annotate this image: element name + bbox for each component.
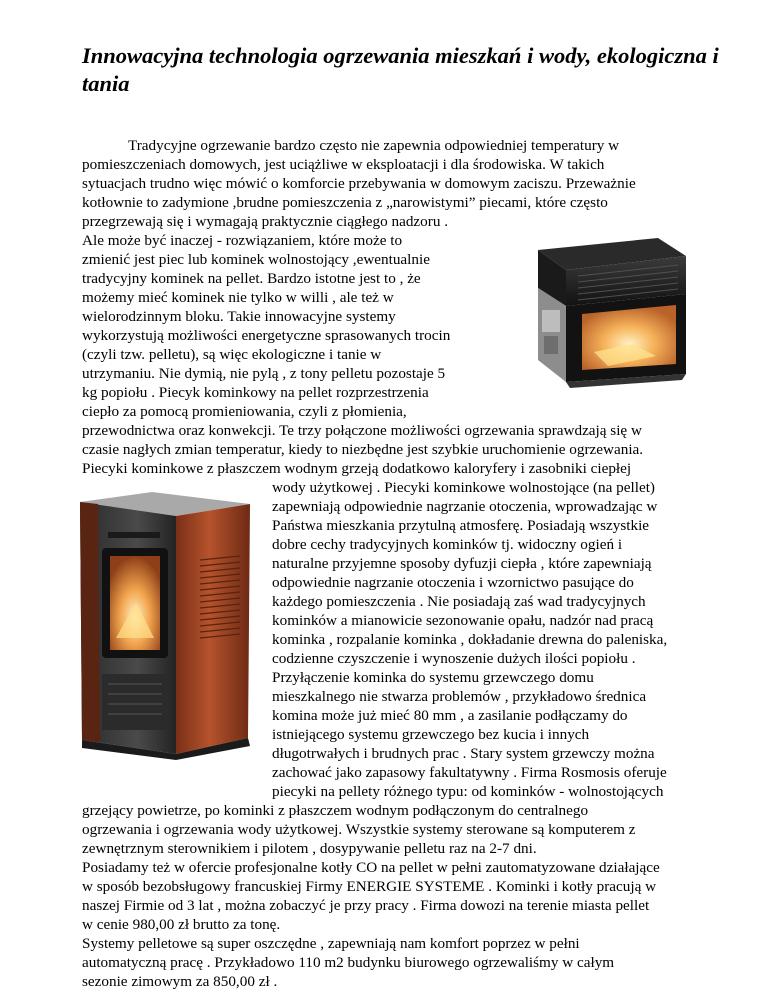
body-line: ciepło za pomocą promieniowania, czyli z płomienia, — [82, 403, 407, 420]
body-line: przegrzewają się i wymagają praktycznie ciągłego nadzoru . — [82, 213, 449, 230]
body-line: Piecyki kominkowe z płaszczem wodnym grzeją dodatkowo kaloryfery i zasobniki ciepłej — [82, 460, 632, 477]
body-line: każdego pomieszczenia . Nie posiadają zaś wad tradycyjnych — [272, 593, 646, 610]
body-line: dobre cechy tradycyjnych kominków tj. widoczny ogień i — [272, 536, 623, 553]
body-line: codzienne czyszczenie i wynoszenie dużych ilości popiołu . — [272, 650, 636, 667]
body-line: Ale może być inaczej - rozwiązaniem, które może to — [82, 232, 403, 249]
body-line: automatyczną pracę . Przykładowo 110 m2 budynku biurowego ogrzewaliśmy w całym — [82, 954, 615, 971]
body-line: istniejącego systemu grzewczego bez kucia i innych — [272, 726, 590, 743]
body-line: długotrwałych i brudnych prac . Stary system grzewczy można — [272, 745, 655, 762]
body-line: wykorzystują możliwości energetyczne sprasowanych trocin — [82, 327, 451, 344]
body-line: grzejący powietrze, po kominki z płaszczem wodnym podłączonym do centralnego — [82, 802, 589, 819]
body-line: kominka , rozpalanie kominka , dokładanie drewna do paleniska, — [272, 631, 668, 648]
body-line: zewnętrznym sterownikiem i pilotem , dosypywanie pelletu raz na 2-7 dni. — [82, 840, 537, 857]
body-line: zapewniają odpowiednie nagrzanie otoczenia, wprowadzając w — [272, 498, 658, 515]
body-line: możemy mieć kominek nie tylko w willi , ale też w — [82, 289, 394, 306]
body-line: zmienić jest piec lub kominek wolnostojący ,ewentualnie — [82, 251, 430, 268]
body-line: zachować jako zapasowy fakultatywny . Firma Rosmosis oferuje — [272, 764, 667, 781]
body-line: pomieszczeniach domowych, jest uciążliwe w eksploatacji i dla środowiska. W takich — [82, 156, 605, 173]
document-title: Innowacyjna technologia ogrzewania mieszkań i wody, ekologiczna i tania — [82, 43, 719, 96]
body-line: czasie nagłych zmian temperatur, kiedy to niezbędne jest szybkie uruchomienie ogrzewania. — [82, 441, 644, 458]
body-line: Państwa mieszkania przytulną atmosferę. Posiadają wszystkie — [272, 517, 650, 534]
pellet-stove-photo — [72, 490, 256, 760]
body-line: utrzymaniu. Nie dymią, nie pylą , z tony pelletu pozostaje 5 — [82, 365, 446, 382]
body-line: mieszkalnego nie stwarza problemów , przykładowo średnica — [272, 688, 647, 705]
body-line: Systemy pelletowe są super oszczędne , zapewniają nam komfort poprzez w pełni — [82, 935, 580, 952]
body-line: Tradycyjne ogrzewanie bardzo często nie zapewnia odpowiedniej temperatury w — [128, 137, 620, 154]
body-line: wielorodzinnym bloku. Takie innowacyjne systemy — [82, 308, 396, 325]
body-line: tradycyjny kominek na pellet. Bardzo istotne jest to , że — [82, 270, 421, 287]
body-line: kotłownie to zadymione ,brudne pomieszczenia z „narowistymi” piecami, które często — [82, 194, 608, 211]
body-line: naturalne przyjemne sposoby dyfuzji ciepła , które zapewniają — [272, 555, 652, 572]
body-line: sytuacjach trudno więc mówić o komforcie przebywania w domowym zaciszu. Przeważnie — [82, 175, 636, 192]
body-line: wody użytkowej . Piecyki kominkowe wolnostojące (na pellet) — [272, 479, 655, 496]
fireplace-insert-photo — [528, 232, 690, 388]
body-line: sezonie zimowym za 850,00 zł . — [82, 973, 278, 990]
body-line: w sposób bezobsługowy francuskiej Firmy ENERGIE SYSTEME . Kominki i kotły pracują w — [82, 878, 657, 895]
body-line: odpowiednie nagrzanie otoczenia i wzornictwo pasujące do — [272, 574, 634, 591]
body-line: Przyłączenie kominka do systemu grzewczego domu — [272, 669, 594, 686]
body-line: przewodnictwa oraz konwekcji. Te trzy połączone możliwości ogrzewania sprawdzają się w — [82, 422, 642, 439]
body-line: kg popiołu . Piecyk kominkowy na pellet rozprzestrzenia — [82, 384, 429, 401]
body-line: kominków a mianowicie sezonowanie opału, nadzór nad pracą — [272, 612, 654, 629]
body-line: (czyli tzw. pelletu), są więc ekologiczne i tanie w — [82, 346, 382, 363]
body-line: Posiadamy też w ofercie profesjonalne kotły CO na pellet w pełni zautomatyzowane działające — [82, 859, 660, 876]
body-line: piecyki na pellety różnego typu: od kominków - wolnostojących — [272, 783, 664, 800]
body-line: w cenie 980,00 zł brutto za tonę. — [82, 916, 281, 933]
body-line: ogrzewania i ogrzewania wody użytkowej. Wszystkie systemy sterowane są komputerem z — [82, 821, 636, 838]
body-line: naszej Firmie od 3 lat , można zobaczyć je przy pracy . Firma dowozi na terenie miasta pellet — [82, 897, 650, 914]
body-line: komina może już mieć 80 mm , a zasilanie podłączamy do — [272, 707, 628, 724]
